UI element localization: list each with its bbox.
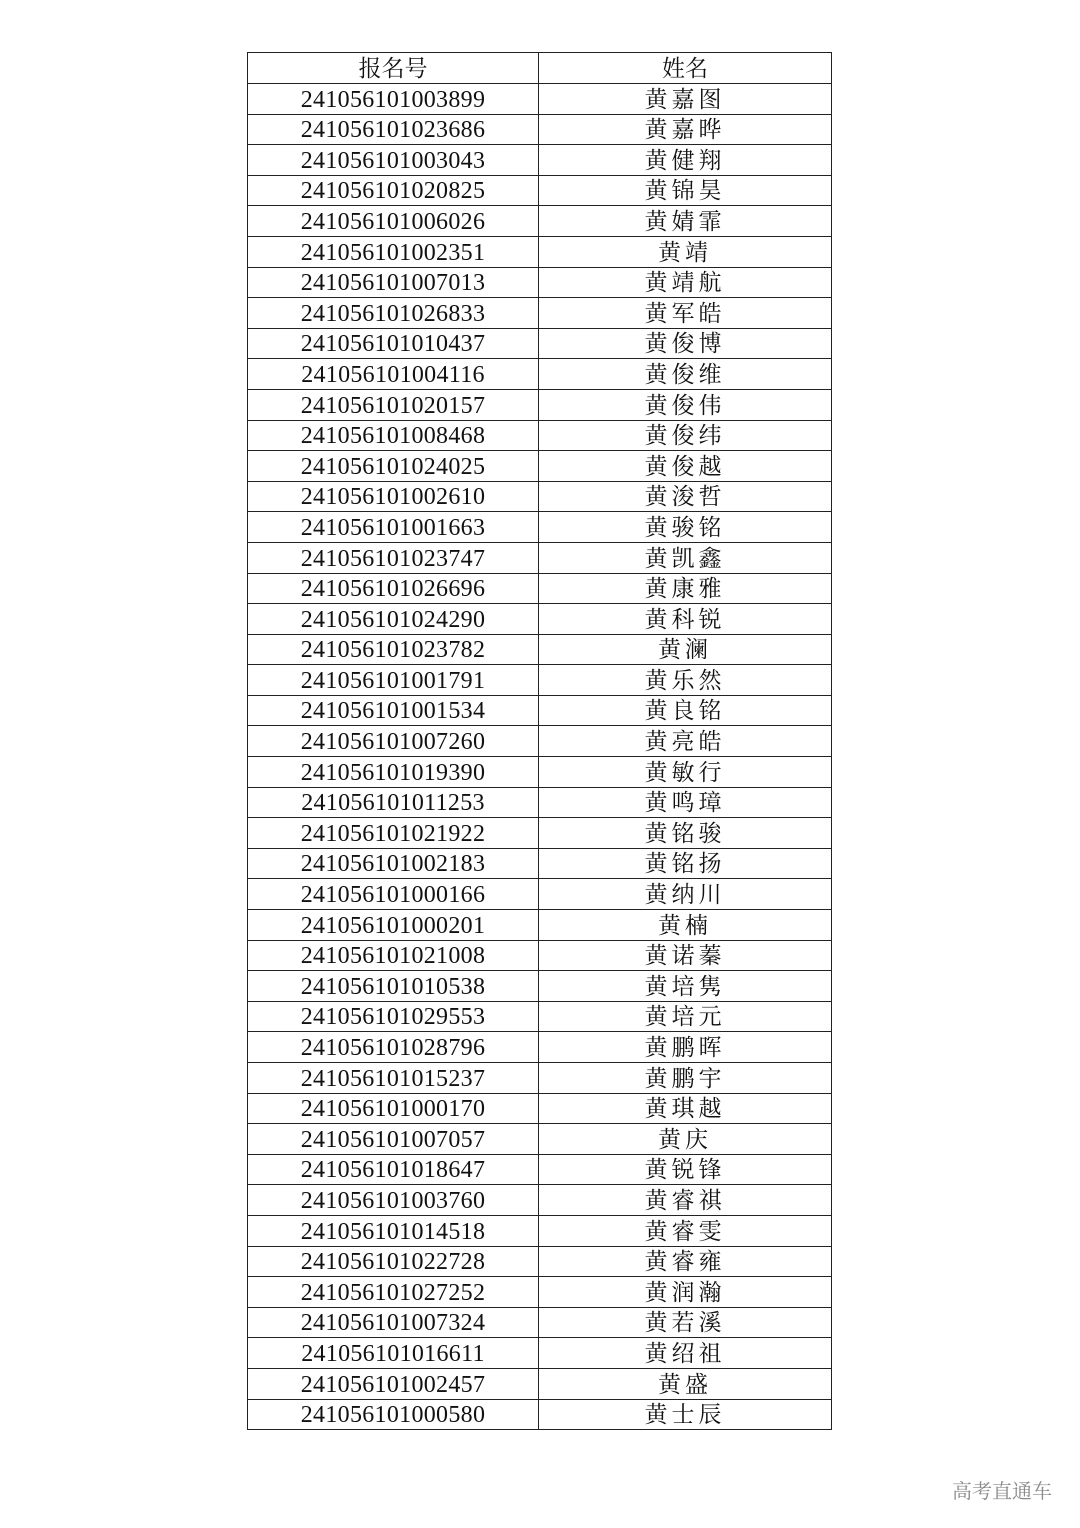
registration-number-cell: 241056101026833: [248, 298, 539, 329]
table-row: [248, 787, 832, 818]
registration-number-cell: 241056101019390: [248, 757, 539, 788]
registration-number-cell: 241056101023686: [248, 114, 539, 145]
table-row: [248, 451, 832, 482]
name-cell: 黄敏行: [539, 757, 832, 788]
name-cell: 黄琪越: [539, 1093, 832, 1124]
registration-number-cell: 241056101014518: [248, 1215, 539, 1246]
name-cell: 黄士辰: [539, 1399, 832, 1430]
table-row: [248, 175, 832, 206]
registration-number-cell: 241056101010437: [248, 328, 539, 359]
table-row: [248, 1246, 832, 1277]
table-row: [248, 145, 832, 176]
table-row: [248, 1307, 832, 1338]
registration-number-cell: 241056101000170: [248, 1093, 539, 1124]
registration-number-cell: 241056101002610: [248, 481, 539, 512]
name-cell: 黄俊纬: [539, 420, 832, 451]
registration-number-cell: 241056101007057: [248, 1124, 539, 1155]
table-row: [248, 695, 832, 726]
name-cell: 黄铭骏: [539, 818, 832, 849]
name-cell: 黄凯鑫: [539, 542, 832, 573]
table-row: [248, 1032, 832, 1063]
table-row: [248, 879, 832, 910]
table-row: [248, 910, 832, 941]
registration-number-cell: 241056101004116: [248, 359, 539, 390]
name-cell: 黄浚哲: [539, 481, 832, 512]
name-cell: 黄澜: [539, 634, 832, 665]
name-cell: 黄睿祺: [539, 1185, 832, 1216]
table-row: [248, 818, 832, 849]
name-cell: 黄科锐: [539, 604, 832, 635]
registration-table-container: [247, 52, 831, 1430]
registration-number-cell: 241056101007324: [248, 1307, 539, 1338]
name-cell: 黄楠: [539, 910, 832, 941]
registration-number-cell: 241056101007260: [248, 726, 539, 757]
registration-number-cell: 241056101015237: [248, 1063, 539, 1094]
name-cell: 黄鹏宇: [539, 1063, 832, 1094]
name-cell: 黄诺蓁: [539, 940, 832, 971]
watermark-label: 高考直通车: [952, 1479, 1052, 1503]
registration-number-cell: 241056101020157: [248, 389, 539, 420]
registration-number-cell: 241056101002351: [248, 236, 539, 267]
table-row: [248, 1277, 832, 1308]
name-cell: 黄健翔: [539, 145, 832, 176]
table-row: [248, 726, 832, 757]
name-cell: 黄婧霏: [539, 206, 832, 237]
name-cell: 黄盛: [539, 1368, 832, 1399]
table-row: [248, 665, 832, 696]
name-cell: 黄嘉图: [539, 84, 832, 115]
table-row: [248, 1124, 832, 1155]
registration-number-cell: 241056101000201: [248, 910, 539, 941]
name-cell: 黄绍祖: [539, 1338, 832, 1369]
registration-number-cell: 241056101003899: [248, 84, 539, 115]
table-row: [248, 1154, 832, 1185]
header-registration-number: 报名号: [248, 53, 539, 84]
table-row: [248, 298, 832, 329]
registration-number-cell: 241056101001663: [248, 512, 539, 543]
table-row: [248, 604, 832, 635]
registration-number-cell: 241056101027252: [248, 1277, 539, 1308]
table-row: [248, 389, 832, 420]
name-cell: 黄靖: [539, 236, 832, 267]
registration-number-cell: 241056101016611: [248, 1338, 539, 1369]
table-row: [248, 114, 832, 145]
table-row: [248, 267, 832, 298]
registration-number-cell: 241056101000166: [248, 879, 539, 910]
name-cell: 黄俊维: [539, 359, 832, 390]
table-row: [248, 1001, 832, 1032]
table-row: [248, 848, 832, 879]
name-cell: 黄若溪: [539, 1307, 832, 1338]
registration-number-cell: 241056101003043: [248, 145, 539, 176]
name-cell: 黄润瀚: [539, 1277, 832, 1308]
registration-number-cell: 241056101001791: [248, 665, 539, 696]
registration-number-cell: 241056101026696: [248, 573, 539, 604]
registration-number-cell: 241056101020825: [248, 175, 539, 206]
name-cell: 黄俊伟: [539, 389, 832, 420]
registration-number-cell: 241056101010538: [248, 971, 539, 1002]
table-row: [248, 1093, 832, 1124]
table-body: [248, 84, 832, 1430]
table-row: [248, 328, 832, 359]
registration-number-cell: 241056101023747: [248, 542, 539, 573]
table-row: [248, 940, 832, 971]
table-row: [248, 84, 832, 115]
name-cell: 黄睿雍: [539, 1246, 832, 1277]
table-row: [248, 1338, 832, 1369]
name-cell: 黄庆: [539, 1124, 832, 1155]
name-cell: 黄嘉晔: [539, 114, 832, 145]
name-cell: 黄锐锋: [539, 1154, 832, 1185]
registration-number-cell: 241056101021922: [248, 818, 539, 849]
name-cell: 黄军皓: [539, 298, 832, 329]
registration-number-cell: 241056101001534: [248, 695, 539, 726]
registration-number-cell: 241056101028796: [248, 1032, 539, 1063]
registration-number-cell: 241056101011253: [248, 787, 539, 818]
name-cell: 黄俊越: [539, 451, 832, 482]
table-row: [248, 206, 832, 237]
name-cell: 黄纳川: [539, 879, 832, 910]
table-row: [248, 634, 832, 665]
name-cell: 黄鹏晖: [539, 1032, 832, 1063]
registration-number-cell: 241056101002457: [248, 1368, 539, 1399]
registration-number-cell: 241056101000580: [248, 1399, 539, 1430]
table-row: [248, 971, 832, 1002]
registration-number-cell: 241056101024290: [248, 604, 539, 635]
name-cell: 黄培元: [539, 1001, 832, 1032]
table-row: [248, 1215, 832, 1246]
registration-number-cell: 241056101022728: [248, 1246, 539, 1277]
registration-number-cell: 241056101024025: [248, 451, 539, 482]
name-cell: 黄铭扬: [539, 848, 832, 879]
name-cell: 黄骏铭: [539, 512, 832, 543]
table-row: [248, 512, 832, 543]
name-cell: 黄睿雯: [539, 1215, 832, 1246]
registration-number-cell: 241056101002183: [248, 848, 539, 879]
name-cell: 黄培隽: [539, 971, 832, 1002]
registration-number-cell: 241056101007013: [248, 267, 539, 298]
table-row: [248, 1368, 832, 1399]
name-cell: 黄乐然: [539, 665, 832, 696]
name-cell: 黄锦昊: [539, 175, 832, 206]
table-row: [248, 236, 832, 267]
table-row: [248, 481, 832, 512]
registration-number-cell: 241056101003760: [248, 1185, 539, 1216]
registration-number-cell: 241056101023782: [248, 634, 539, 665]
table-row: [248, 359, 832, 390]
table-row: [248, 757, 832, 788]
registration-table: [247, 52, 832, 1430]
registration-number-cell: 241056101006026: [248, 206, 539, 237]
table-row: [248, 1399, 832, 1430]
name-cell: 黄良铭: [539, 695, 832, 726]
registration-number-cell: 241056101029553: [248, 1001, 539, 1032]
name-cell: 黄鸣璋: [539, 787, 832, 818]
table-row: [248, 542, 832, 573]
registration-number-cell: 241056101018647: [248, 1154, 539, 1185]
name-cell: 黄靖航: [539, 267, 832, 298]
table-row: [248, 573, 832, 604]
table-header-row: [248, 53, 832, 84]
table-row: [248, 1185, 832, 1216]
registration-number-cell: 241056101021008: [248, 940, 539, 971]
name-cell: 黄康雅: [539, 573, 832, 604]
table-row: [248, 420, 832, 451]
name-cell: 黄俊博: [539, 328, 832, 359]
header-name: 姓名: [539, 53, 832, 84]
name-cell: 黄亮皓: [539, 726, 832, 757]
registration-number-cell: 241056101008468: [248, 420, 539, 451]
table-row: [248, 1063, 832, 1094]
